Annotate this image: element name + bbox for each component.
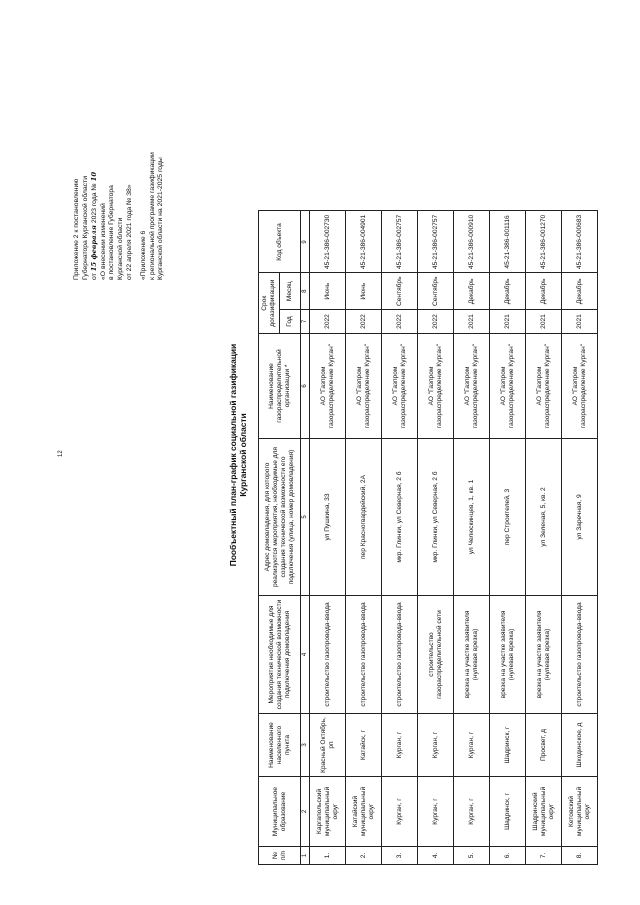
header-date-mid: 2023 года № [91, 183, 99, 224]
cell-address: мкр. Глинки, ул Северная, 2 б [382, 439, 418, 596]
cell-month: Декабрь [490, 273, 526, 310]
col-number: 5 [301, 439, 310, 596]
cell-address: ул Заречная, 9 [562, 439, 598, 596]
table-row [454, 211, 490, 865]
cell-settlement: Красный Октябрь, рп [310, 714, 346, 777]
header-year: Год [280, 310, 301, 334]
cell-settlement: Курган, г [382, 714, 418, 777]
document-title [228, 265, 248, 645]
header-line: «Приложение 6 [140, 230, 148, 280]
cell-year: 2021 [526, 310, 562, 334]
header-settlement: Наименование населенного пункта [259, 714, 301, 777]
cell-code: 45-21-386-004901 [346, 211, 382, 273]
cell-measures: строительство газопровода-ввода [310, 596, 346, 714]
header-line: от 22 апреля 2021 года № 38» [125, 184, 133, 280]
cell-code: 45-21-386-000683 [562, 211, 598, 273]
col-number: 9 [301, 211, 310, 273]
cell-num: 7. [526, 847, 562, 865]
cell-num: 8. [562, 847, 598, 865]
cell-address: ул Пушкина, 33 [310, 439, 346, 596]
cell-code: 45-21-386-000910 [454, 211, 490, 273]
title-line: Курганской области [238, 413, 248, 497]
cell-num: 6. [490, 847, 526, 865]
cell-municipality: Кетовский муниципальный округ [562, 777, 598, 847]
table-row [562, 211, 598, 865]
handwritten-date: 15 февраля [90, 225, 99, 272]
cell-measures: строительство газораспределительной сети [418, 596, 454, 714]
header-line [90, 40, 100, 280]
cell-organization: АО "Газпром газораспределение Курган" [490, 334, 526, 439]
cell-year: 2021 [562, 310, 598, 334]
cell-month: Июнь [346, 273, 382, 310]
cell-organization: АО "Газпром газораспределение Курган" [418, 334, 454, 439]
cell-address: ул Зеленая, 5, кв. 2 [526, 439, 562, 596]
cell-num: 1. [310, 847, 346, 865]
table-row [418, 211, 454, 865]
table-row [490, 211, 526, 865]
cell-address: мкр. Глинки, ул Северная, 2 б [418, 439, 454, 596]
cell-organization: АО "Газпром газораспределение Курган" [454, 334, 490, 439]
cell-month: Июнь [310, 273, 346, 310]
cell-year: 2022 [346, 310, 382, 334]
cell-year: 2021 [490, 310, 526, 334]
cell-address: ул Челюскинцев, 1, кв. 1 [454, 439, 490, 596]
cell-municipality: Курган, г [382, 777, 418, 847]
header-line: в постановление Губернатора [108, 185, 116, 280]
table-row [310, 211, 346, 865]
title-line: Пообъектный план-график социальной газификации [228, 343, 238, 567]
header-line: Курганской области на 2021-2025 годы [157, 157, 165, 280]
cell-year: 2022 [418, 310, 454, 334]
col-number: 3 [301, 714, 310, 777]
cell-code: 45-21-386-002730 [310, 211, 346, 273]
cell-settlement: Просвет, д [526, 714, 562, 777]
col-number: 6 [301, 334, 310, 439]
cell-organization: АО "Газпром газораспределение Курган" [346, 334, 382, 439]
cell-measures: строительство газопровода-ввода [562, 596, 598, 714]
table-row [346, 211, 382, 865]
header-line: «О внесении изменений [99, 203, 107, 280]
cell-num: 3. [382, 847, 418, 865]
table-row [526, 211, 562, 865]
header-line: к региональной программе газификации [148, 152, 156, 280]
gasification-table [258, 210, 598, 865]
cell-organization: АО "Газпром газораспределение Курган" [382, 334, 418, 439]
cell-measures: врезка на участке заявителя (нулевая врезка) [454, 596, 490, 714]
cell-num: 2. [346, 847, 382, 865]
header-municipality: Муниципальное образование [259, 777, 301, 847]
header-line: Губернатора Курганской области [81, 176, 89, 280]
cell-settlement: Катайск, г [346, 714, 382, 777]
cell-measures: строительство газопровода-ввода [346, 596, 382, 714]
cell-month: Сентябрь [418, 273, 454, 310]
col-number: 2 [301, 777, 310, 847]
header-measures: Мероприятия необходимые для создания технической возможности подключения домовладения [259, 596, 301, 714]
cell-settlement: Курган, г [454, 714, 490, 777]
header-note [73, 40, 166, 280]
cell-month: Декабрь [526, 273, 562, 310]
cell-organization: АО "Газпром газораспределение Курган" [310, 334, 346, 439]
cell-municipality: Шадринск, г [490, 777, 526, 847]
handwritten-number: 10 [90, 171, 99, 182]
cell-year: 2021 [454, 310, 490, 334]
cell-code: 45-21-386-002757 [382, 211, 418, 273]
cell-measures: строительство газопровода-ввода [382, 596, 418, 714]
header-line: Приложение 2 к постановлению [73, 178, 80, 280]
cell-measures: врезка на участке заявителя (нулевая врезка) [526, 596, 562, 714]
cell-num: 5. [454, 847, 490, 865]
cell-year: 2022 [382, 310, 418, 334]
cell-address: пер Красногвардейский, 2А [346, 439, 382, 596]
header-deadline: Срок догазификации [259, 273, 280, 334]
cell-code: 45-21-386-002757 [418, 211, 454, 273]
cell-code: 45-21-386-001116 [490, 211, 526, 273]
header-date-prefix: от [91, 273, 99, 280]
cell-settlement: Шадринск, г [490, 714, 526, 777]
cell-month: Сентябрь [382, 273, 418, 310]
cell-municipality: Шадринский муниципальный округ [526, 777, 562, 847]
cell-organization: АО "Газпром газораспределение Курган" [526, 334, 562, 439]
cell-settlement: Курган, г [418, 714, 454, 777]
cell-settlement: Шкодинское, д [562, 714, 598, 777]
header-object-code: Код объекта [259, 211, 301, 273]
col-number: 8 [301, 273, 310, 310]
cell-num: 4. [418, 847, 454, 865]
cell-municipality: Каргапольский муниципальный округ [310, 777, 346, 847]
cell-year: 2022 [310, 310, 346, 334]
cell-code: 45-21-386-001270 [526, 211, 562, 273]
col-number: 1 [301, 847, 310, 865]
page-number: 12 [58, 450, 64, 457]
header-num: № п/п [259, 847, 301, 865]
cell-organization: АО "Газпром газораспределение Курган" [562, 334, 598, 439]
header-address: Адрес домовладения, для которого реализуются мероприятия, необходимые для создания технической возможности его подключения (улица, номер домовладения) [259, 439, 301, 596]
header-month: Месяц [280, 273, 301, 310]
cell-municipality: Курган, г [418, 777, 454, 847]
header-organization: Наименование газораспределительной организации * [259, 334, 301, 439]
col-number: 4 [301, 596, 310, 714]
table-row [382, 211, 418, 865]
cell-month: Декабрь [562, 273, 598, 310]
col-number: 7 [301, 310, 310, 334]
cell-municipality: Катайский муниципальный округ [346, 777, 382, 847]
header-line: Курганской области [116, 217, 124, 280]
cell-municipality: Курган, г [454, 777, 490, 847]
cell-measures: врезка на участке заявителя (нулевая врезка) [490, 596, 526, 714]
cell-address: пер Строителей, 3 [490, 439, 526, 596]
cell-month: Декабрь [454, 273, 490, 310]
